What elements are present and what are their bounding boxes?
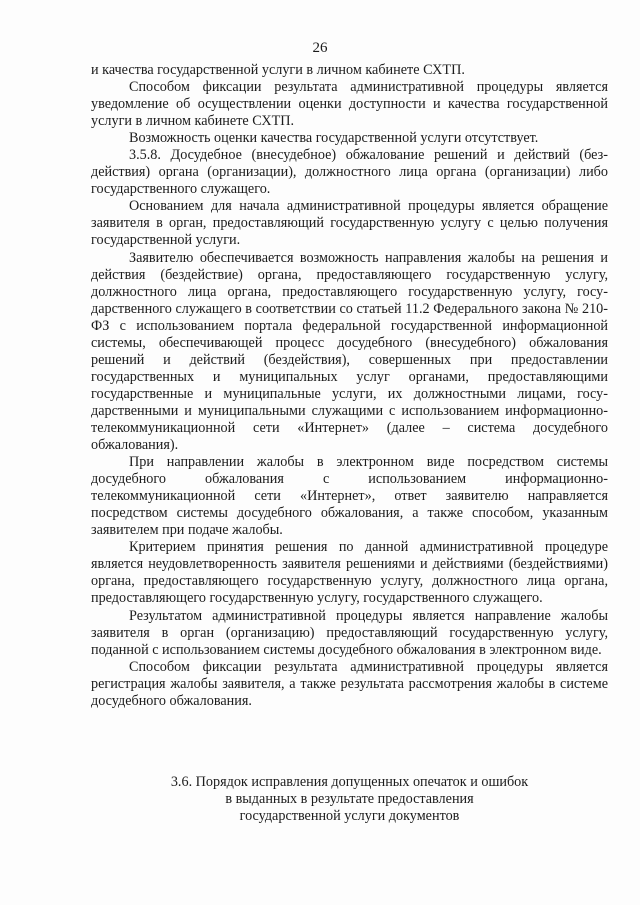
- paragraph: Возможность оценки качества государственной услуги отсутствует.: [129, 130, 539, 147]
- page-number: 26: [312, 40, 328, 56]
- section-heading-line: 3.6. Порядок исправления допущенных опечаток и ошибок: [170, 774, 529, 790]
- paragraph: 3.5.8. Досудебное (внесудебное) обжалование решений и действий (бездействия) органа (организации), должностного лица органа (организации) либо государственного служащего.: [91, 147, 608, 198]
- paragraph: Способом фиксации результата административной процедуры является уведомление об осуществлении оценки доступности и качества государственной услуги в личном кабинете СХТП.: [91, 79, 608, 130]
- paragraph: При направлении жалобы в электронном виде посредством системы досудебного обжалования с использованием информационно-телекоммуникационной сети «Интернет», ответ заявителю направляется посредством системы досудебного обжалования, а также способом, указанным заявителем при подаче жалобы.: [91, 454, 608, 539]
- section-heading-line: государственной услуги документов: [239, 808, 460, 825]
- paragraph: Способом фиксации результата административной процедуры является регистрация жалобы заявителя, а также результата рассмотрения жалобы в системе досудебного обжалования.: [91, 658, 608, 709]
- paragraph: Результатом административной процедуры является направление жалобы заявителя в орган (организацию) предоставляющий государственную услугу, поданной с использованием системы досудебного обжалования в электронном виде.: [91, 607, 608, 658]
- section-heading-line: в выданных в результате предоставления: [225, 791, 474, 808]
- section-heading: [91, 774, 608, 825]
- paragraph: Критерием принятия решения по данной административной процедуре является неудовлетворенность заявителя решениями и действиями (бездействиями) органа, предоставляющего государственную услугу, должностного лица органа, предоставляющего государственную услугу, государственного служащего.: [91, 539, 608, 607]
- paragraph: и качества государственной услуги в личном кабинете СХТП.: [91, 62, 465, 78]
- paragraph: Заявителю обеспечивается возможность направления жалобы на решения и действия (бездействие) органа, предоставляющего государственную услугу, должностного лица органа, предоставляющего государственную услугу, государственного служащего в соответствии со статьей 11.2 Федерального закона № 210-ФЗ с использованием портала федеральной государственной информационной системы, обеспечивающей процесс досудебного (внесудебного) обжалования решений и действий (бездействия), совершенных при предоставлении государственных и муниципальных услуг органами, предоставляющими государственные и муниципальные услуги, их должностными лицами, государственными и муниципальными служащими с использованием информационно-телекоммуникационной сети «Интернет» (далее – система досудебного обжалования).: [91, 249, 608, 454]
- page-body: [91, 62, 608, 710]
- paragraph: Основанием для начала административной процедуры является обращение заявителя в орган, предоставляющий государственную услугу с целью получения государственной услуги.: [91, 198, 608, 249]
